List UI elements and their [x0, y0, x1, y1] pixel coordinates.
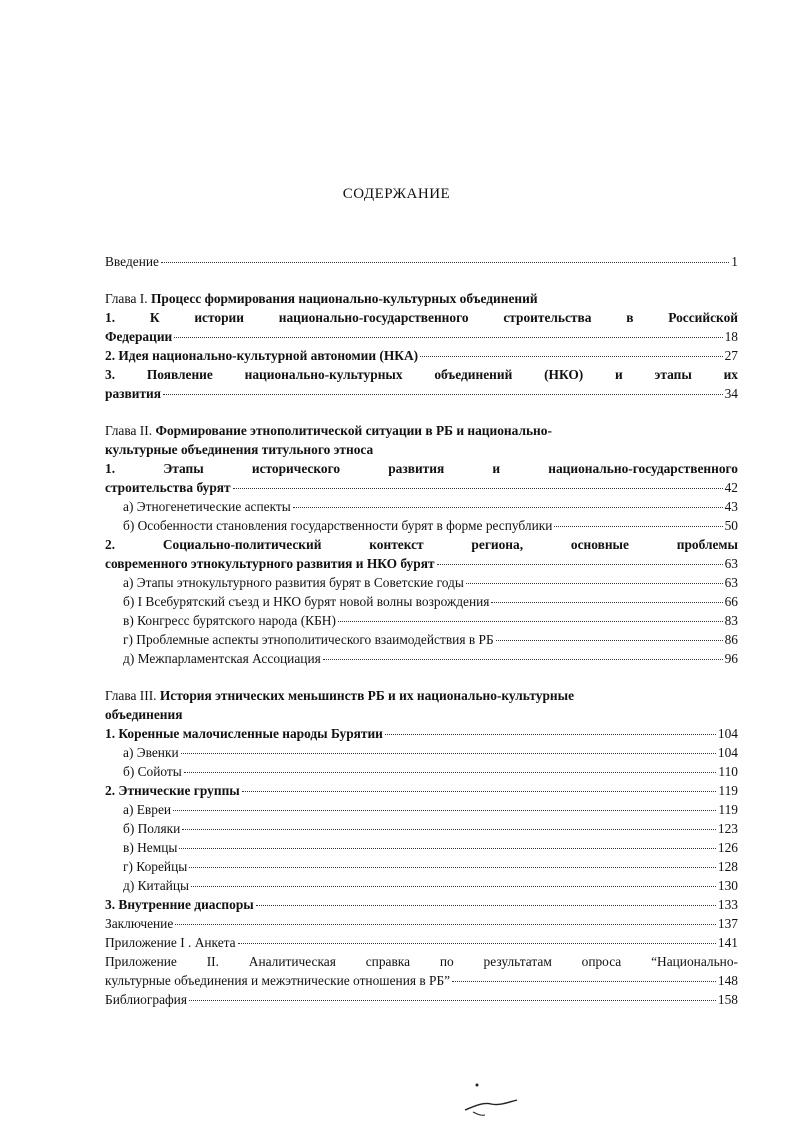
toc-subentry[interactable]: [105, 573, 738, 592]
toc-page-number: 96: [724, 651, 738, 666]
toc-page-number: 141: [717, 935, 738, 950]
chapter-prefix: Глава III.: [105, 688, 157, 703]
dot-leader: [554, 522, 722, 527]
dot-leader: [173, 806, 716, 811]
dot-leader: [163, 390, 723, 395]
toc-entry-ch2-s2[interactable]: [105, 554, 738, 573]
toc-entry-label: а) Этногенетические аспекты: [123, 499, 291, 514]
toc-entry-ch2-s1[interactable]: [105, 478, 738, 497]
toc-page-number: 119: [718, 802, 738, 817]
toc-page-number: 123: [717, 821, 738, 836]
toc-subentry[interactable]: [105, 857, 738, 876]
toc-entry-label: б) Сойоты: [123, 764, 182, 779]
toc-entry-label: 1. Коренные малочисленные народы Бурятии: [105, 726, 383, 741]
dot-leader: [491, 598, 722, 603]
toc-subentry[interactable]: [105, 592, 738, 611]
toc-page-number: 119: [718, 783, 738, 798]
chapter-heading-2: [105, 421, 738, 440]
toc-entry-label: Приложение I . Анкета: [105, 935, 236, 950]
toc-page-number: 148: [717, 973, 738, 988]
toc-subentry[interactable]: [105, 819, 738, 838]
toc-subentry[interactable]: [105, 516, 738, 535]
dot-leader: [256, 901, 716, 906]
table-of-contents: [105, 252, 738, 1009]
toc-entry-label: а) Этапы этнокультурного развития бурят в Советские годы: [123, 575, 464, 590]
toc-subentry[interactable]: [105, 611, 738, 630]
chapter-title: Процесс формирования национально-культурных объединений: [150, 291, 538, 306]
chapter-title-line: культурные объединения титульного этноса: [105, 442, 374, 457]
toc-page-number: 137: [717, 916, 738, 931]
toc-entry-label: г) Корейцы: [123, 859, 188, 874]
toc-entry-label: 3. Внутренние диаспоры: [105, 897, 254, 912]
toc-entry-appendix-2[interactable]: [105, 971, 738, 990]
dot-leader: [174, 333, 722, 338]
toc-entry-label: Заключение: [105, 916, 174, 931]
dot-leader: [175, 920, 716, 925]
toc-entry-label: развития: [105, 386, 162, 401]
dot-leader: [420, 352, 723, 357]
dot-leader: [179, 844, 716, 849]
chapter-title: История этнических меньшинств РБ и их национально-культурные: [159, 688, 575, 703]
toc-entry-label: Введение: [105, 254, 159, 269]
toc-page-number: 1: [731, 254, 738, 269]
toc-entry-label: б) Особенности становления государственности бурят в форме республики: [123, 518, 553, 533]
toc-entry-label: строительства бурят: [105, 480, 231, 495]
toc-entry-ch1-s2[interactable]: [105, 346, 738, 365]
toc-page-number: 63: [724, 575, 738, 590]
toc-subentry[interactable]: [105, 800, 738, 819]
toc-page-number: 50: [724, 518, 738, 533]
toc-subentry[interactable]: [105, 838, 738, 857]
toc-entry-ch3-s2[interactable]: [105, 781, 738, 800]
toc-entry-label: 2. Идея национально-культурной автономии (НКА): [105, 348, 419, 363]
toc-entry-intro[interactable]: [105, 252, 738, 271]
toc-entry-ch3-s3[interactable]: [105, 895, 738, 914]
section-heading-line: 1. Этапы исторического развития и национально-государственного: [105, 461, 738, 476]
toc-entry-ch1-s3[interactable]: [105, 384, 738, 403]
dot-leader: [238, 939, 716, 944]
page-title: СОДЕРЖАНИЕ: [342, 186, 451, 202]
toc-page-number: 158: [717, 992, 738, 1007]
toc-page-number: 128: [717, 859, 738, 874]
chapter-prefix: Глава I.: [105, 291, 148, 306]
dot-leader: [189, 996, 716, 1001]
toc-entry-label: культурные объединения и межэтнические отношения в РБ”: [105, 973, 451, 988]
toc-entry-label: 2. Этнические группы: [105, 783, 240, 798]
dot-leader: [437, 560, 723, 565]
chapter-title: Формирование этнополитической ситуации в РБ и национально-: [155, 423, 552, 438]
dot-leader: [191, 882, 716, 887]
toc-page-number: 66: [724, 594, 738, 609]
toc-page-number: 63: [724, 556, 738, 571]
toc-subentry[interactable]: [105, 497, 738, 516]
dot-leader: [233, 484, 723, 489]
dot-leader: [466, 579, 723, 584]
toc-page-number: 86: [724, 632, 738, 647]
toc-entry-label: Библиография: [105, 992, 188, 1007]
toc-page-number: 83: [724, 613, 738, 628]
toc-page-number: 104: [717, 745, 738, 760]
dot-leader: [161, 258, 729, 263]
toc-subentry[interactable]: [105, 743, 738, 762]
toc-entry-label: в) Конгресс бурятского народа (КБН): [123, 613, 336, 628]
dot-leader: [182, 825, 716, 830]
toc-page-number: 126: [717, 840, 738, 855]
toc-page-number: 27: [724, 348, 738, 363]
toc-page-number: 110: [718, 764, 738, 779]
toc-page-number: 34: [724, 386, 738, 401]
toc-entry-label: б) I Всебурятский съезд и НКО бурят новой волны возрождения: [123, 594, 490, 609]
chapter-heading-3: [105, 686, 738, 705]
toc-page-number: 104: [717, 726, 738, 741]
toc-entry-label: а) Евреи: [123, 802, 172, 817]
toc-entry-label: в) Немцы: [123, 840, 178, 855]
toc-entry-label: д) Межпарламентская Ассоциация: [123, 651, 321, 666]
toc-page-number: 130: [717, 878, 738, 893]
dot-leader: [338, 617, 723, 622]
toc-entry-label: современного этнокультурного развития и НКО бурят: [105, 556, 435, 571]
signature-scribble: [455, 1080, 525, 1120]
toc-entry-label: а) Эвенки: [123, 745, 179, 760]
dot-leader: [496, 636, 723, 641]
chapter-prefix: Глава II.: [105, 423, 153, 438]
toc-entry-label: Федерации: [105, 329, 173, 344]
section-heading-line: 2. Социально-политический контекст региона, основные проблемы: [105, 537, 738, 552]
dot-leader: [323, 655, 723, 660]
dot-leader: [181, 749, 716, 754]
dot-leader: [293, 503, 723, 508]
toc-entry-label: б) Поляки: [123, 821, 181, 836]
toc-entry-ch1-s1[interactable]: [105, 327, 738, 346]
toc-entry-appendix-1[interactable]: [105, 933, 738, 952]
toc-page-number: 43: [724, 499, 738, 514]
toc-page-number: 18: [724, 329, 738, 344]
dot-leader: [385, 730, 716, 735]
dot-leader: [242, 787, 717, 792]
chapter-title-line: объединения: [105, 707, 183, 722]
toc-subentry[interactable]: [105, 876, 738, 895]
appendix-2-line: Приложение II. Аналитическая справка по результатам опроса “Национально-: [105, 954, 738, 969]
toc-entry-label: г) Проблемные аспекты этнополитического взаимодействия в РБ: [123, 632, 494, 647]
dot-leader: [452, 977, 716, 982]
toc-page-number: 133: [717, 897, 738, 912]
toc-subentry[interactable]: [105, 762, 738, 781]
section-heading-line: 1. К истории национально-государственного строительства в Российской: [105, 310, 738, 325]
toc-entry-conclusion[interactable]: [105, 914, 738, 933]
toc-entry-bibliography[interactable]: [105, 990, 738, 1009]
toc-page-number: 42: [724, 480, 738, 495]
toc-subentry[interactable]: [105, 630, 738, 649]
dot-leader: [184, 768, 717, 773]
chapter-heading-1: [105, 289, 738, 308]
toc-subentry[interactable]: [105, 649, 738, 668]
toc-entry-label: д) Китайцы: [123, 878, 190, 893]
toc-entry-ch3-s1[interactable]: [105, 724, 738, 743]
dot-leader: [189, 863, 716, 868]
section-heading-line: 3. Появление национально-культурных объединений (НКО) и этапы их: [105, 367, 738, 382]
